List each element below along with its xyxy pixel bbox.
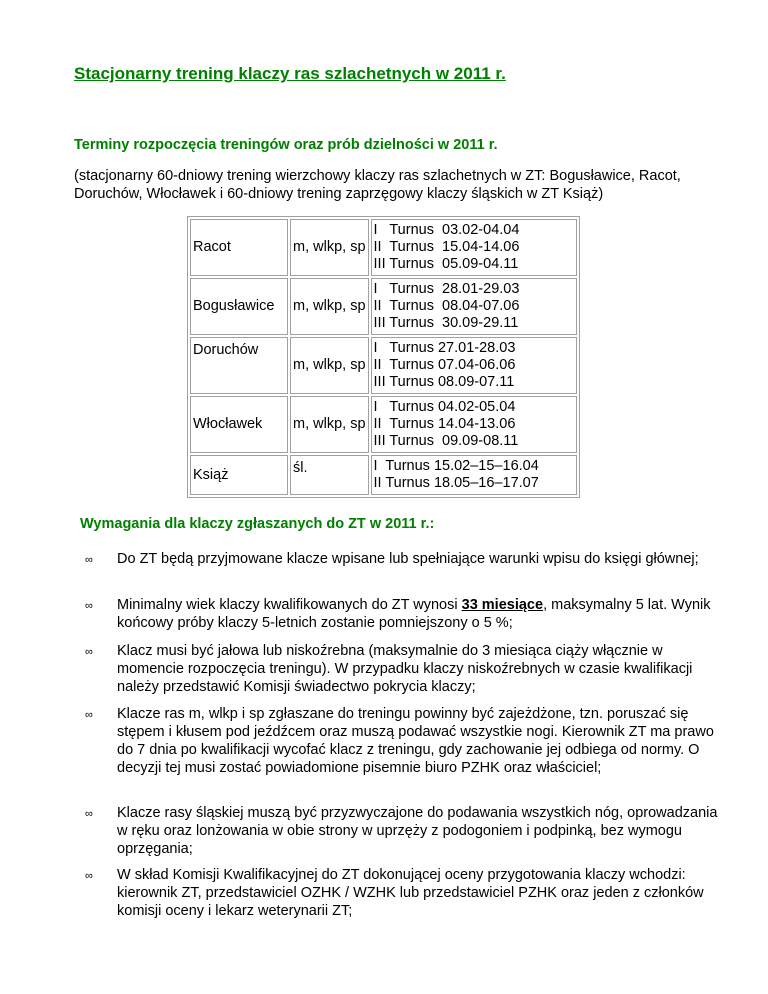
bullet-infinity-icon: ∞: [85, 709, 93, 721]
turnus-line: III Turnus 08.09-07.11: [373, 374, 515, 390]
requirement-text: Do ZT będą przyjmowane klacze wpisane lub spełniające warunki wpisu do księgi głównej;: [117, 551, 699, 567]
table-row: [190, 219, 577, 276]
location-cell: Doruchów: [190, 337, 288, 394]
turnus-line: I Turnus 28.01-29.03: [373, 281, 520, 297]
turnus-cell: [371, 455, 577, 495]
requirement-text: Klacze ras m, wlkp i sp zgłaszane do treningu powinny być zajeżdżone, tzn. poruszać się stępem i kłusem pod jeźdźcem oraz muszą podawać wszystkie nogi. Kierownik ZT ma prawo do 7 dnia po kwalifikacji wycofać klacz z treningu, gdy zachowanie jej odbiega od normy. O decyzji tej musi zostać powiadomione pisemnie biuro PZHK oraz właściciel;: [117, 706, 714, 776]
page-title: Stacjonarny trening klaczy ras szlachetnych w 2011 r.: [74, 64, 506, 83]
bullet-infinity-icon: ∞: [85, 600, 93, 612]
intro-paragraph: (stacjonarny 60-dniowy trening wierzchowy klaczy ras szlachetnych w ZT: Bogusławice, Racot, Doruchów, Włocławek i 60-dniowy trening zaprzęgowy klaczy śląskich w ZT Książ): [74, 168, 681, 202]
bullet-infinity-icon: ∞: [85, 554, 93, 566]
location-cell: Włocławek: [190, 396, 288, 453]
table-row: [190, 337, 577, 394]
requirement-text: Klacz musi być jałowa lub niskoźrebna (maksymalnie do 3 miesiąca ciąży włącznie w momencie rozpoczęcia treningu). W przypadku klaczy niskoźrebnych w czasie kwalifikacji należy przedstawić Komisji świadectwo pokrycia klaczy;: [117, 643, 693, 695]
turnus-line: III Turnus 05.09-04.11: [373, 256, 519, 272]
requirement-emphasis: 33 miesiące: [461, 597, 544, 613]
turnus-line: III Turnus 09.09-08.11: [373, 433, 519, 449]
table-row: [190, 278, 577, 335]
bullet-infinity-icon: ∞: [85, 808, 93, 820]
turnus-cell: [371, 337, 577, 394]
location-cell: Bogusławice: [190, 278, 288, 335]
section-heading-schedule: Terminy rozpoczęcia treningów oraz prób dzielności w 2011 r.: [74, 137, 498, 153]
schedule-table: [187, 216, 580, 498]
requirement-text: Minimalny wiek klaczy kwalifikowanych do ZT wynosi 33 miesiące, maksymalny 5 lat. Wynik końcowy próby klaczy 5-letnich zostanie pomniejszony o 5 %;: [117, 597, 711, 631]
turnus-line: II Turnus 18.05–16–17.07: [373, 475, 539, 491]
turnus-cell: [371, 278, 577, 335]
turnus-line: I Turnus 03.02-04.04: [373, 222, 520, 238]
turnus-line: III Turnus 30.09-29.11: [373, 315, 519, 331]
turnus-line: II Turnus 07.04-06.06: [373, 357, 516, 373]
requirement-text: W skład Komisji Kwalifikacyjnej do ZT dokonującej oceny przygotowania klaczy wchodzi: kierownik ZT, przedstawiciel OZHK / WZHK lub przedstawiciel PZHK oraz jeden z członków komisji oceny i lekarz weterynarii ZT;: [117, 867, 704, 919]
breeds-cell: śl.: [290, 455, 369, 495]
turnus-cell: [371, 396, 577, 453]
location-cell: Racot: [190, 219, 288, 276]
breeds-cell: m, wlkp, sp: [290, 337, 369, 394]
turnus-line: II Turnus 14.04-13.06: [373, 416, 516, 432]
turnus-cell: [371, 219, 577, 276]
breeds-cell: m, wlkp, sp: [290, 278, 369, 335]
turnus-line: I Turnus 27.01-28.03: [373, 340, 516, 356]
table-row: [190, 455, 577, 495]
turnus-line: II Turnus 15.04-14.06: [373, 239, 520, 255]
turnus-line: II Turnus 08.04-07.06: [373, 298, 520, 314]
bullet-infinity-icon: ∞: [85, 646, 93, 658]
breeds-cell: m, wlkp, sp: [290, 219, 369, 276]
table-row: [190, 396, 577, 453]
location-cell: Książ: [190, 455, 288, 495]
bullet-infinity-icon: ∞: [85, 870, 93, 882]
turnus-line: I Turnus 04.02-05.04: [373, 399, 516, 415]
turnus-line: I Turnus 15.02–15–16.04: [373, 458, 539, 474]
section-heading-requirements: Wymagania dla klaczy zgłaszanych do ZT w 2011 r.:: [80, 516, 435, 532]
breeds-cell: m, wlkp, sp: [290, 396, 369, 453]
requirement-text: Klacze rasy śląskiej muszą być przyzwyczajone do podawania wszystkich nóg, oprowadzania w ręku oraz lonżowania w obie strony w uprzęży z podogoniem i podpinką, bez wymogu oprzęgania;: [117, 805, 718, 857]
